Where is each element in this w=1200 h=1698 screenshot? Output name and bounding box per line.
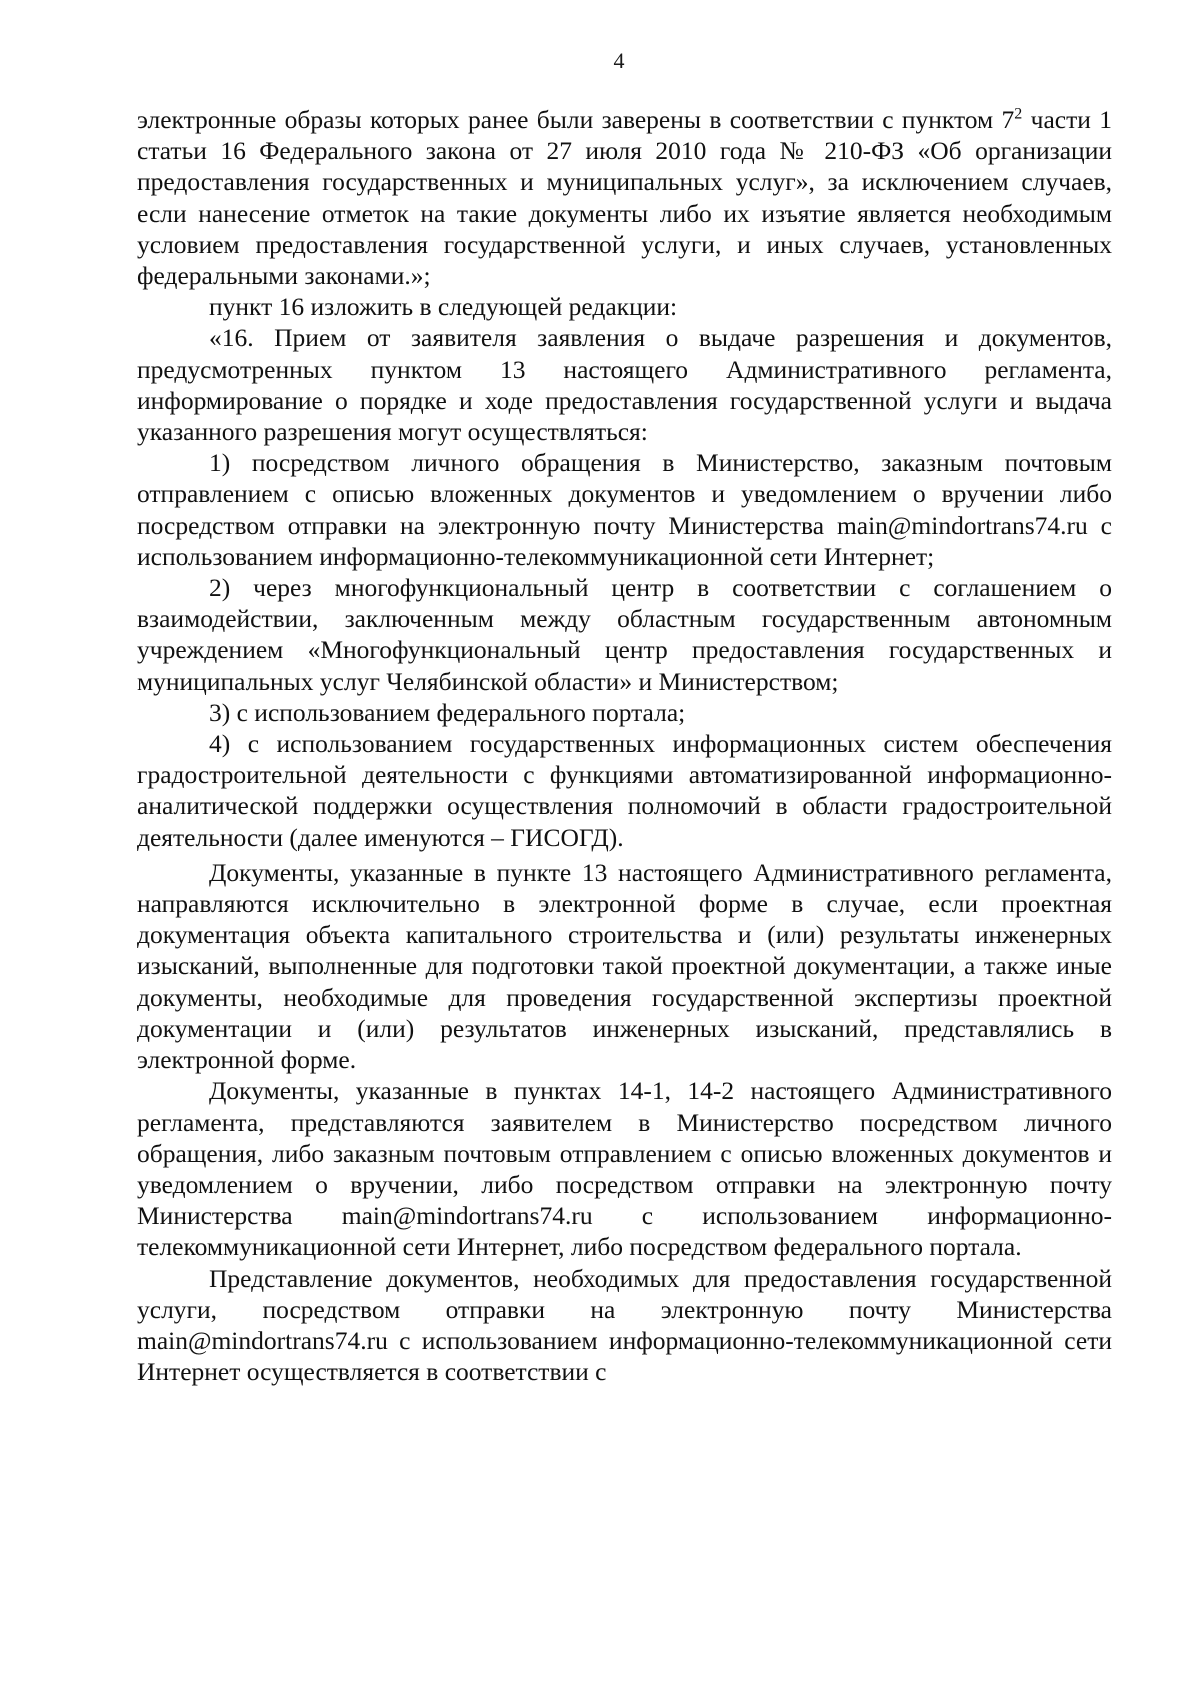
paragraph-text: части 1 статьи 16 Федерального закона от 27 июля 2010 года № 210-ФЗ «Об организации предоставления государственных и муниципальных услуг», за исключением случаев, если нанесение отметок на такие документы либо их изъятие является необходимым условием предоставления государственной услуги, и иных случаев, установленных федеральными законами.»; bbox=[137, 105, 1112, 291]
paragraph-documents-14: Документы, указанные в пунктах 14-1, 14-2 настоящего Административного регламента, представляются заявителем в Министерство посредством личного обращения, либо заказным почтовым отправлением с описью вложенных документов и уведомлением о вручении, либо посредством отправки на электронную почту Министерства main@mindortrans74.ru с использованием информационно-телекоммуникационной сети Интернет, либо посредством федерального портала. bbox=[137, 1076, 1112, 1262]
document-body bbox=[137, 104, 1112, 1387]
list-item-3: 3) с использованием федерального портала; bbox=[209, 697, 686, 727]
paragraph-item-16: «16. Прием от заявителя заявления о выдаче разрешения и документов, предусмотренных пунктом 13 настоящего Административного регламента, информирование о порядке и ходе предоставления государственной услуги и выдача указанного разрешения могут осуществляться: bbox=[137, 323, 1112, 447]
paragraph-email-submission: Представление документов, необходимых для предоставления государственной услуги, посредством отправки на электронную почту Министерства main@mindortrans74.ru с использованием информационно-телекоммуникационной сети Интернет осуществляется в соответствии с bbox=[137, 1263, 1112, 1387]
paragraph-text: электронные образы которых ранее были заверены в соответствии с пунктом 7 bbox=[137, 105, 1015, 134]
page-number: 4 bbox=[613, 48, 625, 73]
list-item-4: 4) с использованием государственных информационных систем обеспечения градостроительной деятельности с функциями автоматизированной информационно-аналитической поддержки осуществления полномочий в области градостроительной деятельности (далее именуются – ГИСОГД). bbox=[137, 729, 1112, 852]
list-item-2: 2) через многофункциональный центр в соответствии с соглашением о взаимодействии, заключенным между областным государственным автономным учреждением «Многофункциональный центр предоставления государственных и муниципальных услуг Челябинской области» и Министерством; bbox=[137, 573, 1112, 696]
paragraph-documents-13: Документы, указанные в пункте 13 настоящего Административного регламента, направляются исключительно в электронной форме в случае, если проектная документация объекта капитального строительства и (или) результаты инженерных изысканий, выполненные для подготовки такой проектной документации, а также иные документы, необходимые для проведения государственной экспертизы проектной документации и (или) результатов инженерных изысканий, представлялись в электронной форме. bbox=[137, 857, 1112, 1075]
superscript: 2 bbox=[1014, 105, 1023, 123]
list-item-1: 1) посредством личного обращения в Министерство, заказным почтовым отправлением с описью вложенных документов и уведомлением о вручении либо посредством отправки на электронную почту Министерства main@mindortrans74.ru с использованием информационно-телекоммуникационной сети Интернет; bbox=[137, 448, 1112, 571]
paragraph-continuation bbox=[137, 104, 1112, 291]
paragraph-item-16-intro: пункт 16 изложить в следующей редакции: bbox=[209, 292, 678, 322]
